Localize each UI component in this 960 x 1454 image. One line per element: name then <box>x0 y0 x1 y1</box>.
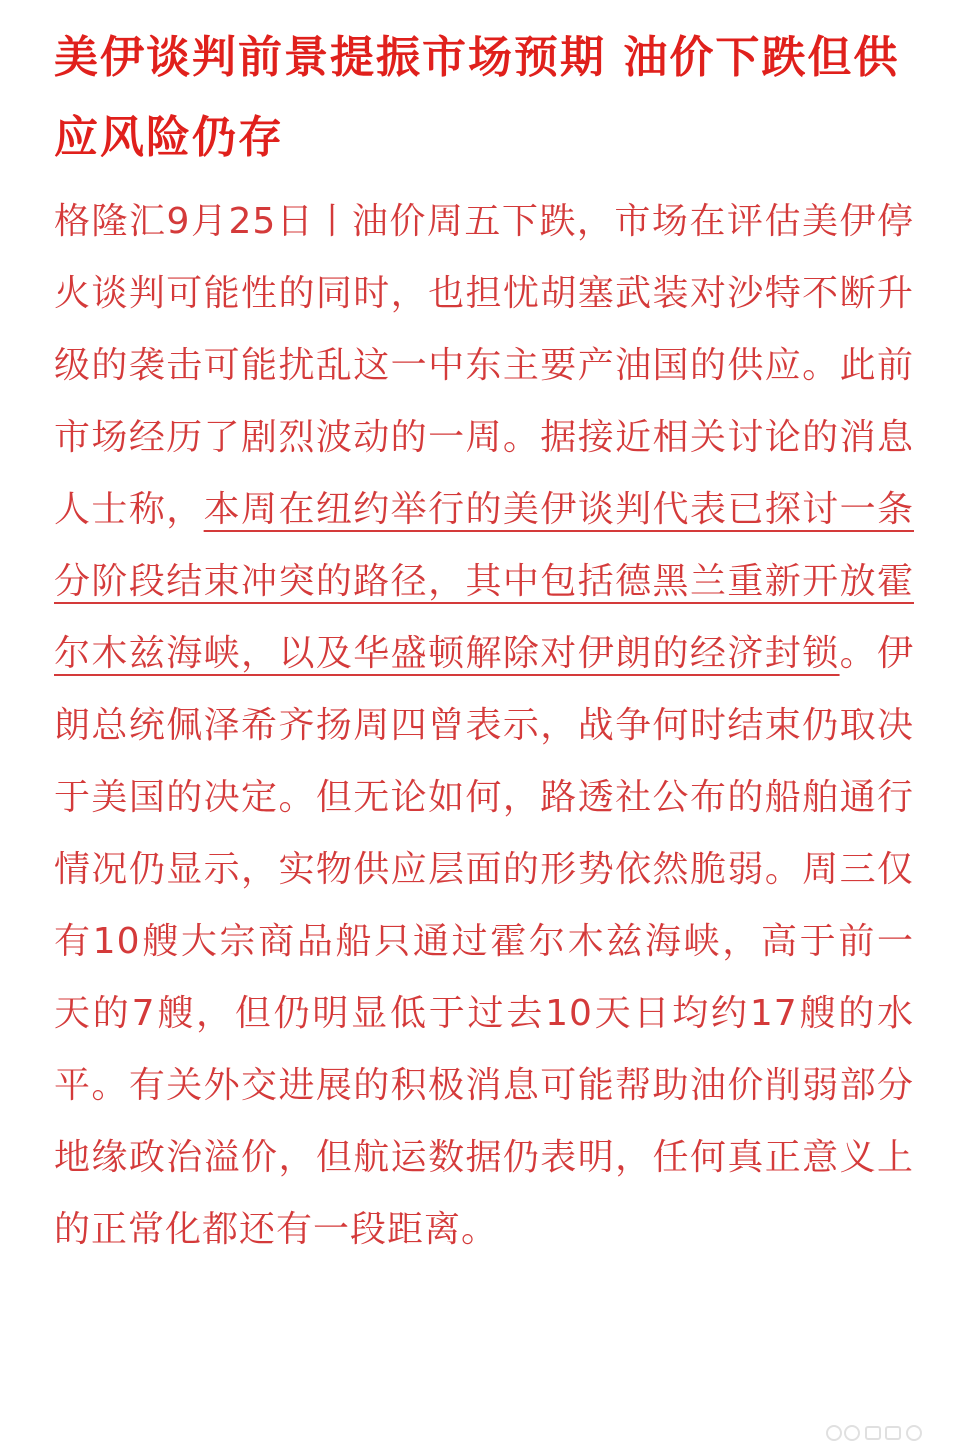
body-text-rest: 。伊朗总统佩泽希齐扬周四曾表示，战争何时结束仍取决于美国的决定。但无论如何，路透社公布的船舶通行情况仍显示，实物供应层面的形势依然脆弱。周三仅有10艘大宗商品船只通过霍尔木兹海峡，高于前一天的7艘，但仍明显低于过去10天日均约17艘的水平。有关外交进展的积极消息可能帮助油价削弱部分地缘政治溢价，但航运数据仍表明，任何真正意义上的正常化都还有一段距离。 <box>54 633 914 1250</box>
article-body <box>54 186 914 1266</box>
article <box>54 18 914 1266</box>
body-text-intro: 格隆汇9月25日丨油价周五下跌，市场在评估美伊停火谈判可能性的同时，也担忧胡塞武装对沙特不断升级的袭击可能扰乱这一中东主要产油国的供应。此前市场经历了剧烈波动的一周。据接近相关讨论的消息人士称， <box>54 201 914 530</box>
body-text-highlight: 本周在纽约举行的美伊谈判代表已探讨一条分阶段结束冲突的路径，其中包括德黑兰重新开放霍尔木兹海峡，以及华盛顿解除对伊朗的经济封锁 <box>54 489 914 674</box>
article-title: 美伊谈判前景提振市场预期 油价下跌但供应风险仍存 <box>54 32 900 163</box>
watermark-logo <box>824 1422 934 1444</box>
